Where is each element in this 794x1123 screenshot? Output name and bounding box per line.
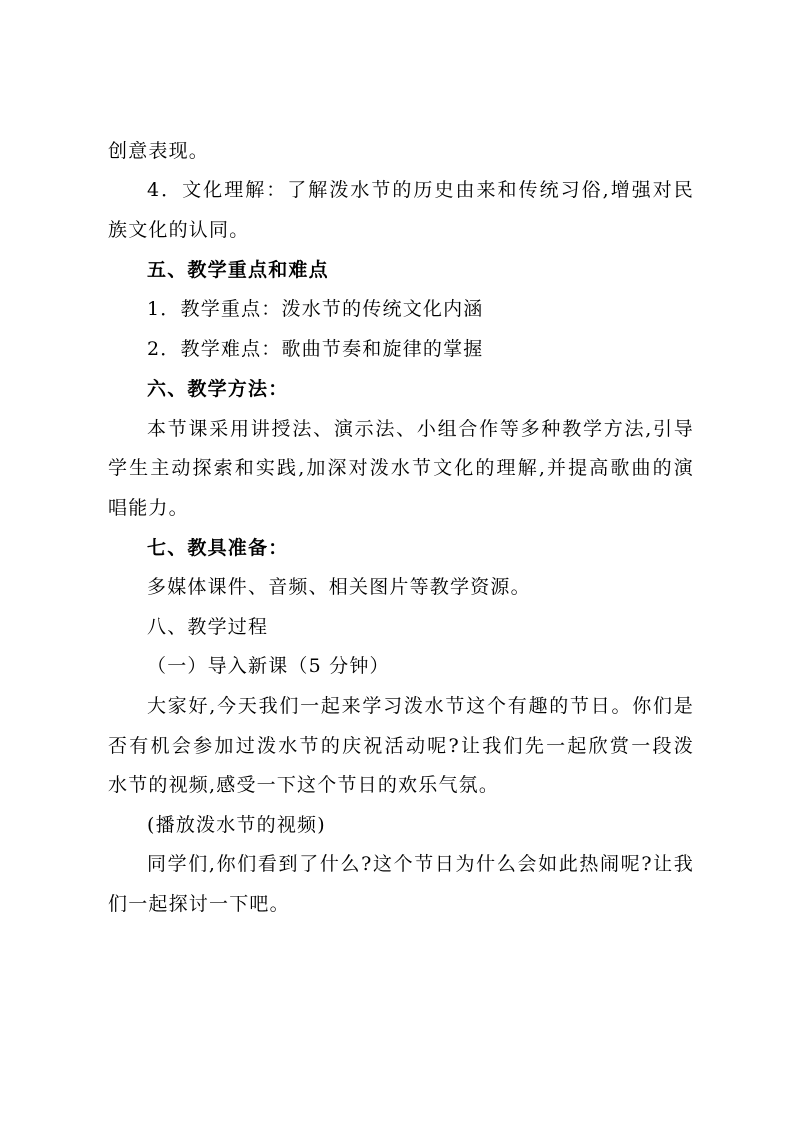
paragraph-line: 族文化的认同。 bbox=[108, 219, 250, 241]
paragraph-line: 2．教学难点：歌曲节奏和旋律的掌握 bbox=[147, 338, 484, 360]
paragraph-line: 否有机会参加过泼水节的庆祝活动呢?让我们先一起欣赏一段泼 bbox=[108, 735, 694, 757]
paragraph-line: 多媒体课件、音频、相关图片等教学资源。 bbox=[147, 576, 531, 598]
subsection-heading: （一）导入新课（5 分钟） bbox=[147, 655, 390, 677]
paragraph-line: 唱能力。 bbox=[108, 497, 189, 519]
section-heading: 七、教具准备： bbox=[147, 537, 289, 559]
paragraph-line: 4．文化理解：了解泼水节的历史由来和传统习俗,增强对民 bbox=[147, 179, 694, 201]
paragraph-line: 学生主动探索和实践,加深对泼水节文化的理解,并提高歌曲的演 bbox=[108, 457, 694, 479]
paragraph-line: 大家好,今天我们一起来学习泼水节这个有趣的节日。你们是 bbox=[147, 695, 694, 717]
paragraph-line: 水节的视频,感受一下这个节日的欢乐气氛。 bbox=[108, 774, 500, 796]
paragraph-line: 同学们,你们看到了什么?这个节日为什么会如此热闹呢?让我 bbox=[147, 853, 694, 875]
section-heading: 八、教学过程 bbox=[147, 616, 269, 638]
paragraph-line: 1．教学重点：泼水节的传统文化内涵 bbox=[147, 298, 484, 320]
section-heading: 五、教学重点和难点 bbox=[147, 259, 329, 281]
paragraph-line: 创意表现。 bbox=[108, 140, 210, 162]
paragraph-line: (播放泼水节的视频) bbox=[147, 814, 326, 836]
paragraph-line: 们一起探讨一下吧。 bbox=[108, 893, 290, 915]
paragraph-line: 本节课采用讲授法、演示法、小组合作等多种教学方法,引导 bbox=[147, 418, 694, 440]
section-heading: 六、教学方法： bbox=[147, 378, 289, 400]
